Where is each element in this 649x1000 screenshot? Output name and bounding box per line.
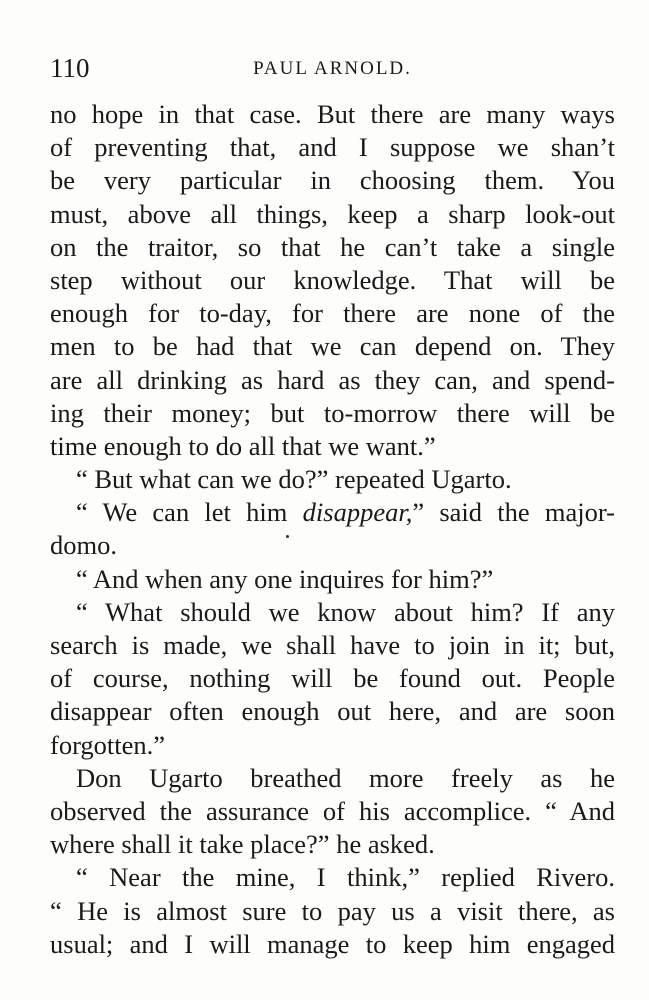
text-segment: “ We can let him bbox=[76, 497, 303, 528]
text-segment: ing their money; but to-morrow there will be bbox=[50, 397, 615, 428]
text-segment: must, above all things, keep a sharp look-out bbox=[50, 198, 615, 229]
text-segment: where shall it take place?” he asked. bbox=[50, 829, 435, 860]
text-line bbox=[50, 529, 615, 562]
text-segment: time enough to do all that we want.” bbox=[50, 430, 436, 461]
text-segment: are all drinking as hard as they can, and spend- bbox=[50, 364, 615, 395]
italic-word: disappear, bbox=[302, 497, 413, 528]
text-line bbox=[50, 861, 615, 894]
page-number: 110 bbox=[50, 53, 90, 83]
text-segment: no hope in that case. But there are many ways bbox=[50, 99, 615, 129]
text-line bbox=[50, 563, 615, 596]
text-line bbox=[50, 430, 615, 463]
text-line bbox=[50, 397, 615, 430]
text-line bbox=[50, 131, 615, 164]
text-segment: on the traitor, so that he can’t take a single bbox=[50, 231, 615, 262]
text-segment: of course, nothing will be found out. People bbox=[50, 663, 615, 694]
text-line bbox=[50, 695, 615, 728]
text-segment: be very particular in choosing them. You bbox=[50, 165, 615, 196]
text-segment: “ And when any one inquires for him?” bbox=[76, 563, 494, 594]
text-line bbox=[50, 463, 615, 496]
text-segment: men to be had that we can depend on. They bbox=[50, 331, 615, 362]
running-title: PAUL ARNOLD. bbox=[253, 58, 412, 79]
print-speck bbox=[286, 535, 289, 538]
text-line bbox=[50, 828, 615, 861]
text-segment: “ Near the mine, I think,” replied Rivero. bbox=[76, 862, 615, 893]
text-segment: forgotten.” bbox=[50, 729, 166, 760]
text-segment: of preventing that, and I suppose we shan’t bbox=[50, 132, 615, 163]
text-segment: observed the assurance of his accomplice. “ And bbox=[50, 795, 615, 826]
text-line bbox=[50, 629, 615, 662]
text-line bbox=[50, 729, 615, 762]
text-line bbox=[50, 496, 615, 529]
text-line bbox=[50, 662, 615, 695]
text-line bbox=[50, 895, 615, 928]
text-line bbox=[50, 164, 615, 197]
text-line bbox=[50, 98, 615, 131]
text-segment: disappear often enough out here, and are soon bbox=[50, 696, 615, 727]
body-text bbox=[50, 98, 615, 961]
text-segment: ” said the major- bbox=[412, 497, 615, 528]
text-line bbox=[50, 928, 615, 961]
text-line bbox=[50, 297, 615, 330]
text-line bbox=[50, 330, 615, 363]
text-segment: “ What should we know about him? If any bbox=[76, 596, 615, 627]
text-line bbox=[50, 596, 615, 629]
text-line bbox=[50, 198, 615, 231]
text-line bbox=[50, 264, 615, 297]
text-segment: search is made, we shall have to join in it; but, bbox=[50, 630, 615, 660]
running-header bbox=[50, 50, 615, 86]
text-segment: step without our knowledge. That will be bbox=[50, 264, 615, 295]
text-line bbox=[50, 795, 615, 828]
text-segment: Don Ugarto breathed more freely as he bbox=[76, 762, 615, 793]
text-line bbox=[50, 231, 615, 264]
text-segment: “ But what can we do?” repeated Ugarto. bbox=[76, 464, 512, 495]
text-line bbox=[50, 364, 615, 397]
text-segment: enough for to-day, for there are none of the bbox=[50, 298, 615, 329]
text-line bbox=[50, 762, 615, 795]
text-segment: domo. bbox=[50, 530, 117, 561]
text-segment: “ He is almost sure to pay us a visit there, as bbox=[50, 895, 615, 926]
text-segment: usual; and I will manage to keep him engaged bbox=[50, 928, 615, 959]
